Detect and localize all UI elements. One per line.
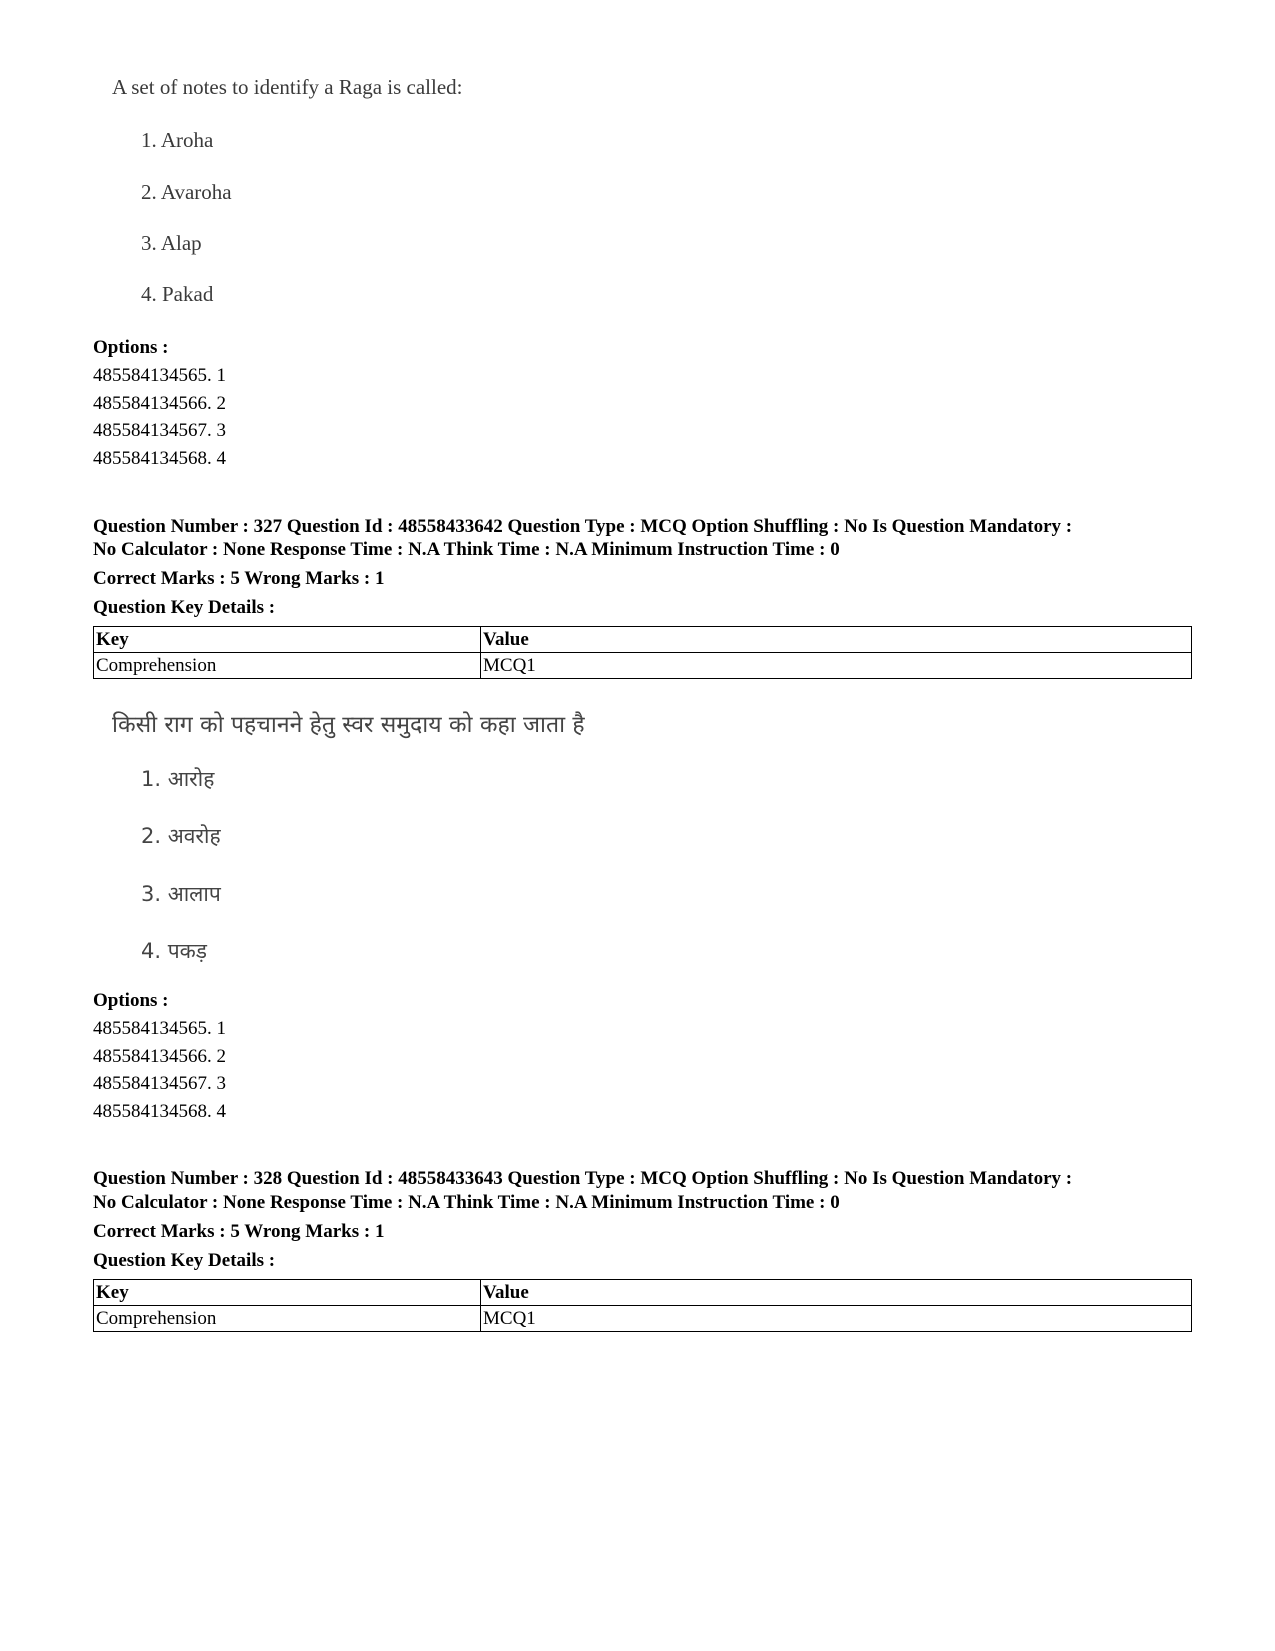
option-line: 485584134568. 4 — [93, 1100, 226, 1122]
options-label: Options : — [93, 337, 169, 358]
option-line: 485584134567. 3 — [93, 1073, 226, 1094]
table-row — [94, 1306, 1192, 1332]
choice-item: 2. Avaroha — [141, 180, 232, 204]
option-line: 485584134566. 2 — [93, 392, 226, 414]
question-text: किसी राग को पहचानने हेतु स्वर समुदाय को कहा जाता है — [112, 712, 585, 738]
table-cell: Comprehension — [94, 653, 481, 679]
choice-item: 4. पकड़ — [141, 939, 208, 963]
key-details-label: Question Key Details : — [93, 597, 276, 618]
table-cell: MCQ1 — [481, 1306, 1192, 1332]
option-line: 485584134568. 4 — [93, 447, 226, 469]
option-line: 485584134567. 3 — [93, 420, 226, 441]
table-row — [94, 653, 1192, 679]
table-header-row — [94, 1280, 1192, 1306]
choice-item: 2. अवरोह — [141, 824, 221, 848]
choice-item: 4. Pakad — [141, 282, 214, 306]
key-details-table — [93, 626, 1192, 679]
table-cell: MCQ1 — [481, 653, 1192, 679]
table-header-key: Key — [94, 627, 481, 653]
marks-line: Correct Marks : 5 Wrong Marks : 1 — [93, 1221, 385, 1242]
question-text: A set of notes to identify a Raga is called: — [112, 75, 463, 99]
choice-item: 1. आरोह — [141, 767, 215, 791]
key-details-label: Question Key Details : — [93, 1250, 276, 1271]
question-meta-line2: No Calculator : None Response Time : N.A Think Time : N.A Minimum Instruction Time : 0 — [93, 539, 840, 560]
options-label: Options : — [93, 990, 169, 1011]
table-header-value: Value — [481, 627, 1192, 653]
question-meta-line1: Question Number : 328 Question Id : 48558433643 Question Type : MCQ Option Shuffling : No Is Question Mandatory : — [93, 1168, 1073, 1189]
question-meta-line2: No Calculator : None Response Time : N.A Think Time : N.A Minimum Instruction Time : 0 — [93, 1192, 840, 1213]
marks-line: Correct Marks : 5 Wrong Marks : 1 — [93, 568, 385, 589]
choice-item: 1. Aroha — [141, 128, 214, 152]
choice-item: 3. Alap — [141, 231, 202, 255]
option-line: 485584134566. 2 — [93, 1045, 226, 1067]
table-header-value: Value — [481, 1280, 1192, 1306]
choice-item: 3. आलाप — [141, 882, 221, 906]
table-cell: Comprehension — [94, 1306, 481, 1332]
key-details-table — [93, 1279, 1192, 1332]
options-block — [93, 1015, 226, 1125]
question-meta-line1: Question Number : 327 Question Id : 48558433642 Question Type : MCQ Option Shuffling : No Is Question Mandatory : — [93, 516, 1073, 537]
table-header-row — [94, 627, 1192, 653]
table-header-key: Key — [94, 1280, 481, 1306]
option-line: 485584134565. 1 — [93, 365, 226, 386]
option-line: 485584134565. 1 — [93, 1018, 226, 1039]
